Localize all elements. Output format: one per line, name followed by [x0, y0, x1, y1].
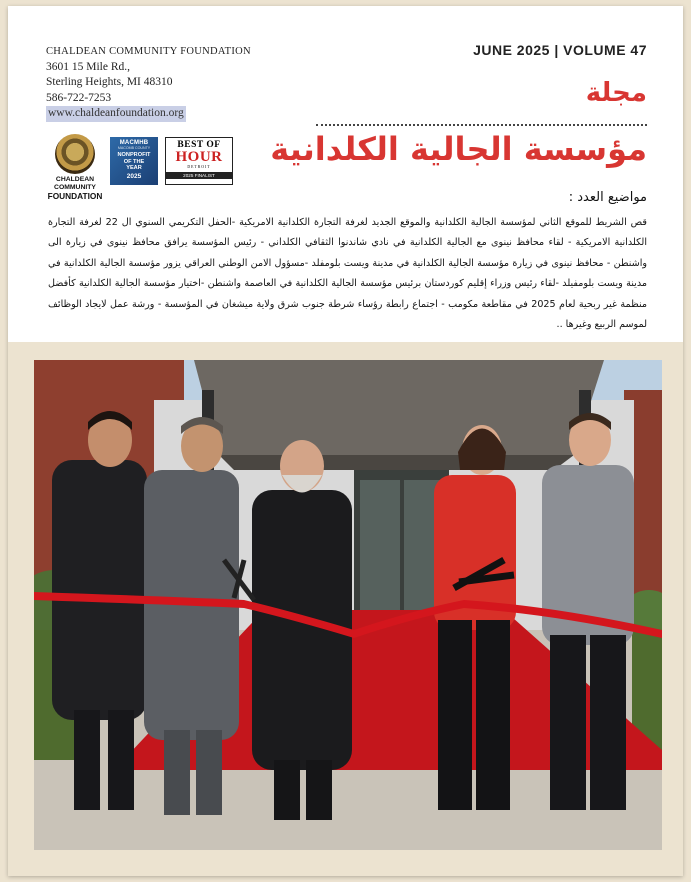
website-link[interactable]: www.chaldeanfoundation.org — [46, 106, 186, 122]
hour-badge-name: HOUR — [175, 149, 223, 165]
cover-photo — [34, 360, 662, 850]
foundation-seal-icon — [55, 134, 95, 174]
contents-heading: مواضيع العدد : — [568, 190, 647, 205]
chaldean-foundation-logo — [46, 134, 104, 201]
contents-body: قص الشريط للموقع الثاني لمؤسسة الجالية الكلدانية والموقع الجديد لغرفة التجارة الكلدانية الامريكية -الحفل التكريمي السنوي ال 22 لغرفة التجارة الكلدانية الامريكية - لقاء محافظ نينوى مع الجالية الكلدانية في نادي شاندنوا الثقافي الكلداني - رئيس المؤسسة يرافق محافظ نينوى في زيارة الى واشنطن - محافظ نينوى في زيارة مؤسسة الجالية الكلدانية في مدينة ويست بلومفلد -مسؤول الامن الوطني العراقي يزور مؤسسة الجالية الكلدانية في مدينة ويست بلومفيلد -لقاء رئيس وزراء إقليم كوردستان برئيس مؤسسة الجالية الكلدانية في العاصمة واشنطن -اختيار مؤسسة الجالية الكلدانية كأفضل منظمة غير ربحية لعام 2025 في مقاطعة مكومب - اجتماع رابطة رؤساء شرطة جنوب شرق ولاية ميشغان في المؤسسة - ورشة عمل لايجاد الوظائف لموسم الربيع وغيرها .. — [48, 217, 647, 331]
org-contact-block — [46, 44, 306, 122]
np-badge-year: 2025 — [126, 172, 142, 180]
org-name: CHALDEAN COMMUNITY FOUNDATION — [46, 46, 251, 57]
hour-badge-sub: DETROIT — [187, 165, 211, 169]
np-badge-line1: NONPROFIT — [117, 152, 151, 158]
photo-frame — [8, 342, 683, 876]
cf-logo-line2: FOUNDATION — [47, 191, 103, 201]
phone: 586-722-7253 — [46, 91, 112, 104]
nonprofit-of-the-year-badge — [110, 137, 158, 185]
ribbon-cutting-photo — [34, 360, 662, 850]
address-line1: 3601 15 Mile Rd., — [46, 60, 131, 73]
magazine-title-main: مؤسسة الجالية الكلدانية — [270, 130, 647, 168]
entrance-canopy — [194, 360, 604, 455]
cf-logo-line1: CHALDEAN COMMUNITY — [54, 176, 96, 191]
magazine-cover — [8, 6, 683, 876]
hour-badge-best: BEST OF — [177, 140, 221, 150]
magazine-title-small: مجلة — [585, 78, 647, 108]
best-of-hour-badge — [165, 137, 233, 185]
np-badge-top: MACMHB — [119, 140, 149, 146]
address-line2: Sterling Heights, MI 48310 — [46, 76, 173, 88]
np-badge-line2: OF THE — [123, 158, 145, 165]
issue-label: JUNE 2025 | VOLUME 47 — [473, 42, 647, 58]
hour-badge-finalist: 2025 FINALIST — [166, 172, 232, 179]
dotted-divider — [316, 124, 647, 126]
award-logos — [46, 134, 246, 201]
np-badge-line3: YEAR — [126, 165, 142, 172]
np-badge-sub: MACOMB COUNTY — [117, 146, 151, 150]
